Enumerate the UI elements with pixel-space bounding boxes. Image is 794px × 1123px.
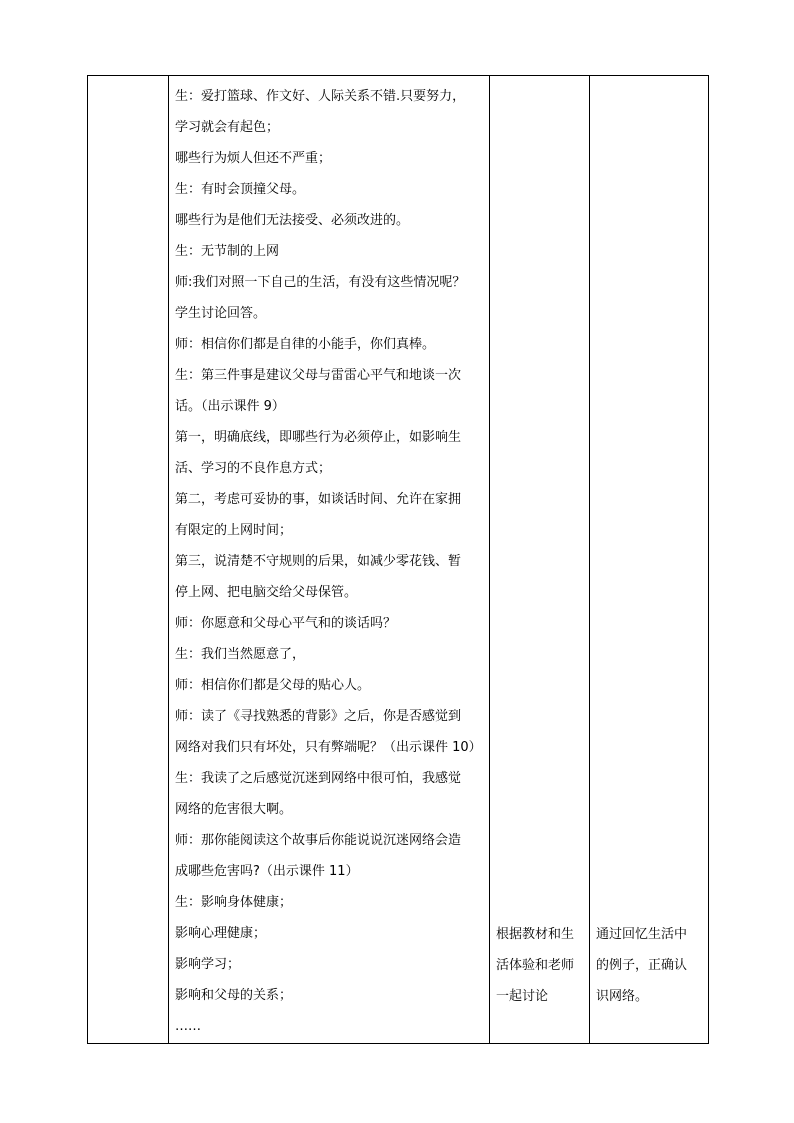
- content-line: 生：第三件事是建议父母与雷雷心平气和地谈一次: [175, 368, 462, 383]
- student-activity-text: [490, 919, 589, 1043]
- intent-line: 识网络。: [596, 989, 649, 1004]
- content-line: 师：那你能阅读这个故事后你能说说沉迷网络会造: [175, 833, 462, 848]
- content-line: 生：我们当然愿意了，: [175, 647, 306, 662]
- intent-line: 通过回忆生活中: [596, 927, 688, 942]
- content-line: 网络的危害很大啊。: [175, 802, 293, 817]
- content-line: 第二，考虑可妥协的事，如谈话时间、允许在家拥: [175, 492, 462, 507]
- content-line: 生：影响身体健康；: [175, 895, 293, 910]
- content-line: 师：相信你们都是父母的贴心人。: [175, 678, 371, 693]
- content-line: 师:我们对照一下自己的生活，有没有这些情况呢？: [175, 275, 466, 290]
- content-line: 网络对我们只有坏处，只有弊端呢？（出示课件 10）: [175, 740, 482, 755]
- content-line: 话。（出示课件 9）: [175, 399, 285, 414]
- design-intent-text: [590, 919, 708, 1043]
- content-line: 学生讨论回答。: [175, 306, 267, 321]
- content-line: 哪些行为是他们无法接受、必须改进的。: [175, 213, 410, 228]
- content-line: 有限定的上网时间；: [175, 523, 293, 538]
- content-line: 学习就会有起色；: [175, 120, 280, 135]
- content-line: 师：你愿意和父母心平气和的谈话吗？: [175, 616, 397, 631]
- lesson-plan-table: [87, 75, 709, 1044]
- content-line: 停上网、把电脑交给父母保管。: [175, 585, 358, 600]
- content-line: 影响和父母的关系；: [175, 988, 293, 1003]
- activity-line: 根据教材和生: [496, 927, 575, 942]
- content-line: ……: [175, 1019, 201, 1034]
- content-line: 成哪些危害吗?（出示课件 11）: [175, 864, 359, 879]
- activity-line: 一起讨论: [496, 989, 549, 1004]
- content-line: 生：我读了之后感觉沉迷到网络中很可怕，我感觉: [175, 771, 462, 786]
- student-activity-cell: [490, 76, 590, 1044]
- content-line: 师：相信你们都是自律的小能手，你们真棒。: [175, 337, 436, 352]
- content-line: 生：无节制的上网: [175, 244, 280, 259]
- intent-line: 的例子，正确认: [596, 958, 688, 973]
- content-line: 第一，明确底线，即哪些行为必须停止，如影响生: [175, 430, 462, 445]
- content-line: 师：读了《寻找熟悉的背影》之后，你是否感觉到: [175, 709, 462, 724]
- stage-cell: [88, 76, 169, 1044]
- content-line: 第三，说清楚不守规则的后果，如减少零花钱、暂: [175, 554, 462, 569]
- content-line: 哪些行为烦人但还不严重；: [175, 151, 332, 166]
- content-line: 生：爱打篮球、作文好、人际关系不错.只要努力，: [175, 89, 466, 104]
- content-line: 影响学习；: [175, 957, 241, 972]
- content-line: 生：有时会顶撞父母。: [175, 182, 306, 197]
- teaching-content-cell: [169, 76, 490, 1044]
- content-line: 活、学习的不良作息方式；: [175, 461, 332, 476]
- activity-line: 活体验和老师: [496, 958, 575, 973]
- design-intent-cell: [590, 76, 709, 1044]
- content-line: 影响心理健康；: [175, 926, 267, 941]
- table-row: [88, 76, 709, 1044]
